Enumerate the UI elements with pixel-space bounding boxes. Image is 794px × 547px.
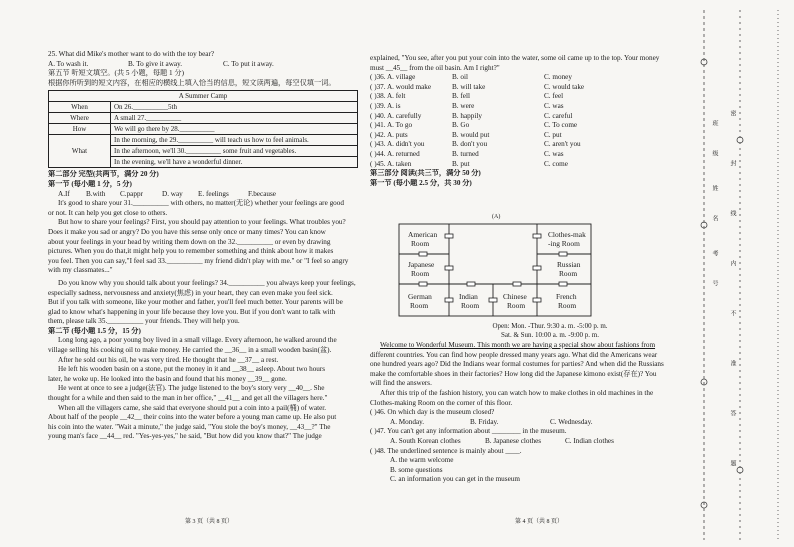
room-indian-2: Room — [461, 301, 480, 310]
camp-value: A small 27.__________ — [111, 113, 358, 124]
option-b: B. Friday. — [470, 417, 499, 426]
binding-label: 题 — [729, 460, 735, 467]
mc-b: B. put — [452, 159, 470, 168]
word-bank-item: C.pappr — [120, 189, 143, 198]
section5-title: 第五节 听短文填空。(共 5 小题，每题 1 分) — [48, 69, 184, 78]
camp-key: How — [49, 124, 111, 135]
camp-table-title: A Summer Camp — [49, 91, 358, 102]
question-25: 25. What did Mike's mother want to do with the toy bear? — [48, 50, 215, 58]
mc-c: C. feel — [544, 92, 564, 101]
option-c: C. an information you can get in the museum — [390, 475, 520, 484]
mc-row — [370, 112, 680, 122]
option-a: A. Monday. — [390, 417, 425, 426]
mc-b: B. would put — [452, 130, 490, 139]
question-47-options — [370, 437, 685, 447]
binding-label: 班 — [711, 120, 717, 127]
passage-line: make the comfortable shoes in their factories? How long did the Japanese kimono exist(存在)? You — [370, 369, 657, 378]
word-bank — [48, 190, 358, 200]
mc-c: C. was — [544, 149, 564, 158]
camp-key: What — [49, 135, 111, 168]
option-a: A. the warm welcome — [390, 456, 454, 465]
mc-row — [370, 92, 680, 102]
passage-line: one hundred years ago? Did the Indians wear formal costumes for parties? And when did the Russians — [370, 360, 664, 369]
mc-row — [370, 131, 680, 141]
question-48: ( )48. The underlined sentence is mainly about ____. — [370, 446, 522, 455]
passage-line: pictures. When you do that,it might help you to remember something and think about how it makes — [48, 247, 334, 256]
room-chinese-1: Chinese — [503, 292, 527, 301]
part2-title: 第二部分 完型(共两节，满分 20 分) — [48, 170, 159, 179]
camp-key: When — [49, 102, 111, 113]
binding-label: 号 — [711, 280, 717, 287]
mc-c: C. careful — [544, 111, 573, 120]
passage-line: Does it make you sad or angry? Do you have this sense only once or many times? You can know — [48, 227, 326, 236]
mc-a: ( )42. A. puts — [370, 130, 408, 139]
mc-a: ( )36. A. village — [370, 73, 416, 82]
mc-a: ( )41. A. To go — [370, 121, 413, 130]
mc-c: C. come — [544, 159, 568, 168]
mc-c: C. put — [544, 130, 562, 139]
camp-value: On 26.__________5th — [111, 102, 358, 113]
passage-line: different countries. You can find how people dressed many years ago. What did the Americans wear — [370, 350, 658, 359]
binding-label: 线 — [729, 210, 735, 217]
passage-line: Clothes-making Room on the corner of this floor. — [370, 398, 513, 407]
mc-b: B. will take — [452, 82, 486, 91]
passage-line: Long long ago, a poor young boy lived in a small village. Every afternoon, he walked around the — [58, 336, 337, 345]
mc-row — [370, 121, 680, 131]
binding-label: 内 — [729, 260, 735, 267]
mc-row — [370, 73, 680, 83]
mc-row — [370, 83, 680, 93]
binding-margin — [690, 0, 794, 547]
binding-label: 密 — [729, 110, 735, 117]
option-b: B. some questions — [390, 465, 443, 474]
question-46-options — [370, 418, 685, 428]
room-german-2: Room — [410, 301, 429, 310]
binding-label: 答 — [729, 410, 735, 417]
mc-c: C. would take — [544, 82, 585, 91]
binding-label: 不 — [729, 310, 735, 317]
camp-value: In the afternoon, we'll 30.__________ some fruit and vegetables. — [111, 146, 358, 157]
passage-line: young man's face __44__ red. "Yes-yes-yes," he said, "But how did you know that?" The judge — [48, 432, 322, 441]
camp-value: In the evening, we'll have a wonderful dinner. — [111, 157, 358, 168]
mc-b: B. oil — [452, 73, 468, 82]
word-bank-item: F.because — [248, 189, 276, 198]
word-bank-item: B.with — [86, 189, 106, 198]
mc-b: B. fell — [452, 92, 470, 101]
page-footer-left: 第 3 页（共 8 页） — [185, 519, 234, 525]
mc-c: C. money — [544, 73, 572, 82]
option-c: C. Indian clothes — [565, 436, 614, 445]
room-russian-2: Room — [559, 269, 578, 278]
binding-label: 级 — [711, 150, 717, 157]
option-a: A. South Korean clothes — [390, 436, 461, 445]
room-chinese-2: Room — [507, 301, 526, 310]
passage-line: his coin into the water. "Wait a minute," the judge said, "You stole the boy's money, __43__?" The — [48, 422, 331, 431]
passage-2 — [48, 336, 358, 442]
passage-line: It's good to share your 31.__________ with others, no matter(无论) whether your feelings are good — [58, 199, 344, 208]
mc-row — [370, 150, 680, 160]
museum-hours — [440, 322, 660, 340]
binding-label: 准 — [729, 360, 735, 367]
option-b: B. To give it away. — [128, 59, 182, 68]
room-japanese-1: Japanese — [408, 260, 435, 269]
option-b: B. Japanese clothes — [485, 436, 542, 445]
word-bank-item: E. feelings — [198, 189, 229, 198]
question-46: ( )46. On which day is the museum closed? — [370, 408, 495, 417]
passage-line: about your feelings in your head by writing them down on the 32.__________ or even by drawing — [48, 237, 331, 246]
option-c: C. Wednesday. — [550, 417, 593, 426]
passage-line: explained, "You see, after you put your coin into the water, some oil came up to the top. Your money — [370, 54, 660, 62]
passage-line: village selling his cooking oil to make money. He carried the __36__ in a small wooden basin(盆). — [48, 346, 332, 355]
passage-line: will find the answers. — [370, 379, 432, 388]
hours-weekday: Open: Mon. -Thur. 9:30 a. m. -5:00 p. m. — [492, 322, 608, 330]
question-47: ( )47. You can't get any information about ________ in the museum. — [370, 427, 567, 436]
passage-line: must __45__ from the oil basin. Am I right?" — [370, 63, 500, 72]
section5-instruction: 根据你所听到的短文内容，在相应的横线上填入恰当的信息，短文读两遍，每空仅填一词。 — [48, 78, 336, 87]
room-clothes-1: Clothes-mak — [548, 230, 586, 239]
multiple-choice-list — [370, 73, 680, 169]
passage-line: especially sadness, nervousness and anxiety(焦虑) in your heart, they can even make you feel sick. — [48, 288, 333, 297]
mc-b: B. were — [452, 101, 475, 110]
mc-a: ( )45. A. taken — [370, 159, 412, 168]
room-japanese-2: Room — [411, 269, 430, 278]
mc-c: C. To come — [544, 121, 578, 130]
mc-row — [370, 160, 680, 170]
mc-b: B. happily — [452, 111, 482, 120]
room-french-1: French — [556, 292, 577, 301]
page-footer-right: 第 4 页（共 8 页） — [515, 519, 564, 525]
room-american-1: American — [408, 230, 438, 239]
part3-title: 第三部分 阅读(共三节，满分 50 分) — [370, 169, 481, 178]
mc-a: ( )38. A. felt — [370, 92, 406, 101]
passage-line: He left his wooden basin on a stone, put the money in it and __38__ asleep. About two hours — [58, 365, 326, 374]
section1-title: 第一节 (每小题 1 分，5 分) — [48, 179, 132, 188]
room-clothes-2: -ing Room — [548, 239, 580, 248]
left-column — [48, 50, 358, 442]
camp-key: Where — [49, 113, 111, 124]
section2-title: 第二节 (每小题 1.5 分，15 分) — [48, 326, 141, 335]
passage-line: thought for a while and then said to the man in her office," __41__ and get all the villagers here." — [48, 394, 328, 403]
mc-b: B. turned — [452, 149, 479, 158]
binding-label: 名 — [711, 215, 717, 222]
mc-a: ( )44. A. returned — [370, 149, 420, 158]
binding-label: 封 — [729, 160, 735, 167]
question-25-options — [48, 60, 358, 70]
passage-line: or not. It can help you get close to others. — [48, 208, 168, 217]
summer-camp-table — [48, 90, 358, 168]
passage-line: them, please talk 35.__________ your friends. They will help you. — [48, 317, 240, 326]
passage-line: After he sold out his oil, he was very tired. He thought that he __37__ a rest. — [58, 355, 279, 364]
room-indian-1: Indian — [459, 292, 478, 301]
mc-c: C. was — [544, 101, 564, 110]
passage-line: He went at once to see a judge(法官). The judge listened to the boy's story very __40__. She — [58, 384, 325, 393]
mc-a: ( )40. A. carefully — [370, 111, 422, 120]
right-column — [370, 54, 680, 188]
camp-value: In the morning, the 29.__________ will teach us how to feel animals. — [111, 135, 358, 146]
camp-value: We will go there by 28.__________ — [111, 124, 358, 135]
passage-line: But how to share your feelings? First, you should pay attention to your feelings. What troubles you? — [58, 218, 346, 227]
option-c: C. To put it away. — [223, 59, 274, 68]
passage-1 — [48, 199, 358, 327]
mc-a: ( )39. A. is — [370, 101, 401, 110]
mc-row — [370, 102, 680, 112]
mc-a: ( )43. A. didn't you — [370, 140, 425, 149]
passage-line: glad to know what's happening in your life because they love you. But if you don't want to talk with — [48, 307, 336, 316]
passage-line: with my classmates..." — [48, 266, 113, 275]
hours-weekend: Sat. & Sun. 10:00 a. m. -9:00 p. m. — [501, 331, 599, 339]
passage-line: After this trip of the fashion history, you can watch how to make clothes in old machines in the — [380, 388, 654, 397]
mc-c: C. aren't you — [544, 140, 581, 149]
passage-line: you feel. Then you can say,"I feel sad 33.__________ my friend didn't play with me." or "I feel so angry — [48, 256, 349, 265]
room-russian-1: Russian — [557, 260, 581, 269]
passage-line: Do you know why you should talk about your feelings? 34.__________ you always keep your feelings, — [58, 278, 356, 287]
passage-line — [370, 341, 685, 351]
binding-label: 考 — [711, 250, 717, 257]
section1-title: 第一节 (每小题 2.5 分，共 30 分) — [370, 178, 472, 187]
mc-b: B. Go — [452, 121, 470, 130]
passage-line: But if you talk with someone, like your mother and father, you'll feel much better. Your parents will be — [48, 298, 343, 307]
underlined-sentence: Welcome to Wonderful Museum. This month we are having a special show about fashions from — [380, 341, 656, 349]
word-bank-item: D. way — [162, 189, 183, 198]
passage-line: About half of the people __42__ their coins into the water before a young man came up. He also put — [48, 413, 337, 422]
mc-b: B. don't you — [452, 140, 488, 149]
mc-a: ( )37. A. would make — [370, 82, 432, 91]
museum-passage — [370, 341, 685, 485]
binding-label: 姓 — [711, 185, 717, 192]
room-french-2: Room — [558, 301, 577, 310]
map-title: (A) — [492, 214, 501, 220]
room-american-2: Room — [411, 239, 430, 248]
passage-line: later, he woke up. He looked into the basin and found that his money __39__ gone. — [48, 374, 287, 383]
mc-row — [370, 140, 680, 150]
option-a: A. To wash it. — [48, 59, 89, 68]
museum-floor-map — [397, 222, 593, 318]
room-german-1: German — [408, 292, 432, 301]
passage-line: When all the villagers came, she said that everyone should put a coin into a pail(桶) of water. — [58, 403, 327, 412]
word-bank-item: A.If — [58, 189, 70, 198]
